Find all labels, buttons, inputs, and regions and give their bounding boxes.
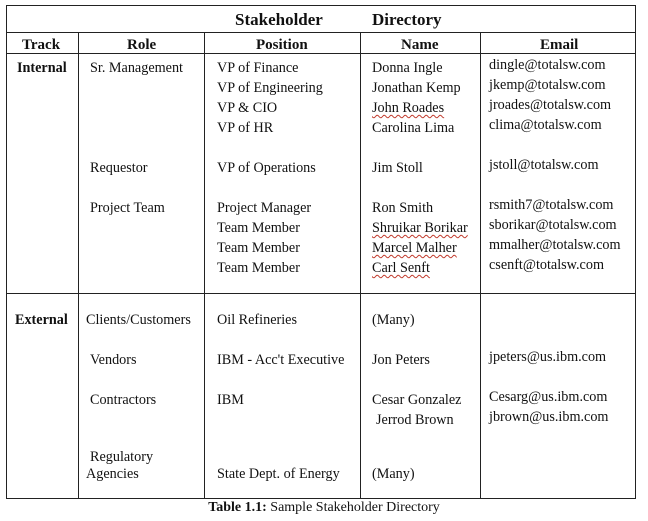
track-internal: Internal — [17, 60, 67, 76]
track-external: External — [15, 312, 68, 328]
role-requestor: Requestor — [90, 160, 148, 176]
email-cell: mmalher@totalsw.com — [489, 237, 621, 253]
position-cell: State Dept. of Energy — [217, 466, 340, 482]
name-cell: Cesar Gonzalez — [372, 392, 462, 408]
name-cell: Donna Ingle — [372, 60, 443, 76]
header-name: Name — [401, 37, 439, 53]
header-role: Role — [127, 37, 157, 53]
position-cell: Oil Refineries — [217, 312, 297, 328]
caption-label: Table 1.1: — [208, 500, 267, 515]
email-cell: sborikar@totalsw.com — [489, 217, 617, 233]
email-cell: clima@totalsw.com — [489, 117, 602, 133]
email-cell: rsmith7@totalsw.com — [489, 197, 614, 213]
name-cell: (Many) — [372, 312, 415, 328]
col-divider-1 — [78, 32, 79, 499]
position-cell: VP of HR — [217, 120, 274, 136]
role-contractors: Contractors — [90, 392, 157, 408]
email-cell: csenft@totalsw.com — [489, 257, 604, 273]
title-word-2: Directory — [372, 10, 442, 29]
name-cell: Shruikar Borikar — [372, 220, 468, 236]
role-regulatory-line2: Agencies — [86, 466, 139, 482]
title-word-1: Stakeholder — [235, 10, 323, 29]
position-cell: VP of Operations — [217, 160, 316, 176]
caption-text: Sample Stakeholder Directory — [266, 500, 440, 515]
role-sr-management: Sr. Management — [90, 60, 183, 76]
col-divider-4 — [480, 32, 481, 499]
position-cell: Team Member — [217, 260, 300, 276]
table-caption — [0, 500, 648, 516]
position-cell: VP of Finance — [217, 60, 299, 76]
role-regulatory-line1: Regulatory — [90, 449, 154, 465]
col-divider-2 — [204, 32, 205, 499]
section-divider — [6, 293, 636, 294]
title-divider — [6, 32, 636, 33]
position-cell: IBM — [217, 392, 244, 408]
email-cell: jpeters@us.ibm.com — [489, 349, 607, 365]
role-project-team: Project Team — [90, 200, 165, 216]
name-cell: Jerrod Brown — [376, 412, 454, 428]
position-cell: Project Manager — [217, 200, 312, 216]
email-cell: jroades@totalsw.com — [489, 97, 612, 113]
email-cell: jstoll@totalsw.com — [489, 157, 599, 173]
position-cell: Team Member — [217, 240, 300, 256]
position-cell: Team Member — [217, 220, 300, 236]
email-cell: dingle@totalsw.com — [489, 57, 606, 73]
position-cell: VP & CIO — [217, 100, 278, 116]
email-cell: jkemp@totalsw.com — [489, 77, 606, 93]
email-cell: Cesarg@us.ibm.com — [489, 389, 608, 405]
header-email: Email — [540, 37, 579, 53]
name-cell: (Many) — [372, 466, 415, 482]
role-vendors: Vendors — [90, 352, 137, 368]
header-track: Track — [22, 37, 61, 53]
email-cell: jbrown@us.ibm.com — [489, 409, 609, 425]
name-cell: Jim Stoll — [372, 160, 423, 176]
name-cell: John Roades — [372, 100, 445, 116]
name-cell: Marcel Malher — [372, 240, 457, 256]
name-cell: Carolina Lima — [372, 120, 455, 136]
name-cell: Jon Peters — [372, 352, 430, 368]
role-clients: Clients/Customers — [86, 312, 191, 328]
position-cell: IBM - Acc't Executive — [217, 352, 345, 368]
name-cell: Ron Smith — [372, 200, 434, 216]
name-cell: Jonathan Kemp — [372, 80, 461, 96]
col-divider-3 — [360, 32, 361, 499]
name-cell: Carl Senft — [372, 260, 430, 276]
header-position: Position — [256, 37, 308, 53]
position-cell: VP of Engineering — [217, 80, 323, 96]
